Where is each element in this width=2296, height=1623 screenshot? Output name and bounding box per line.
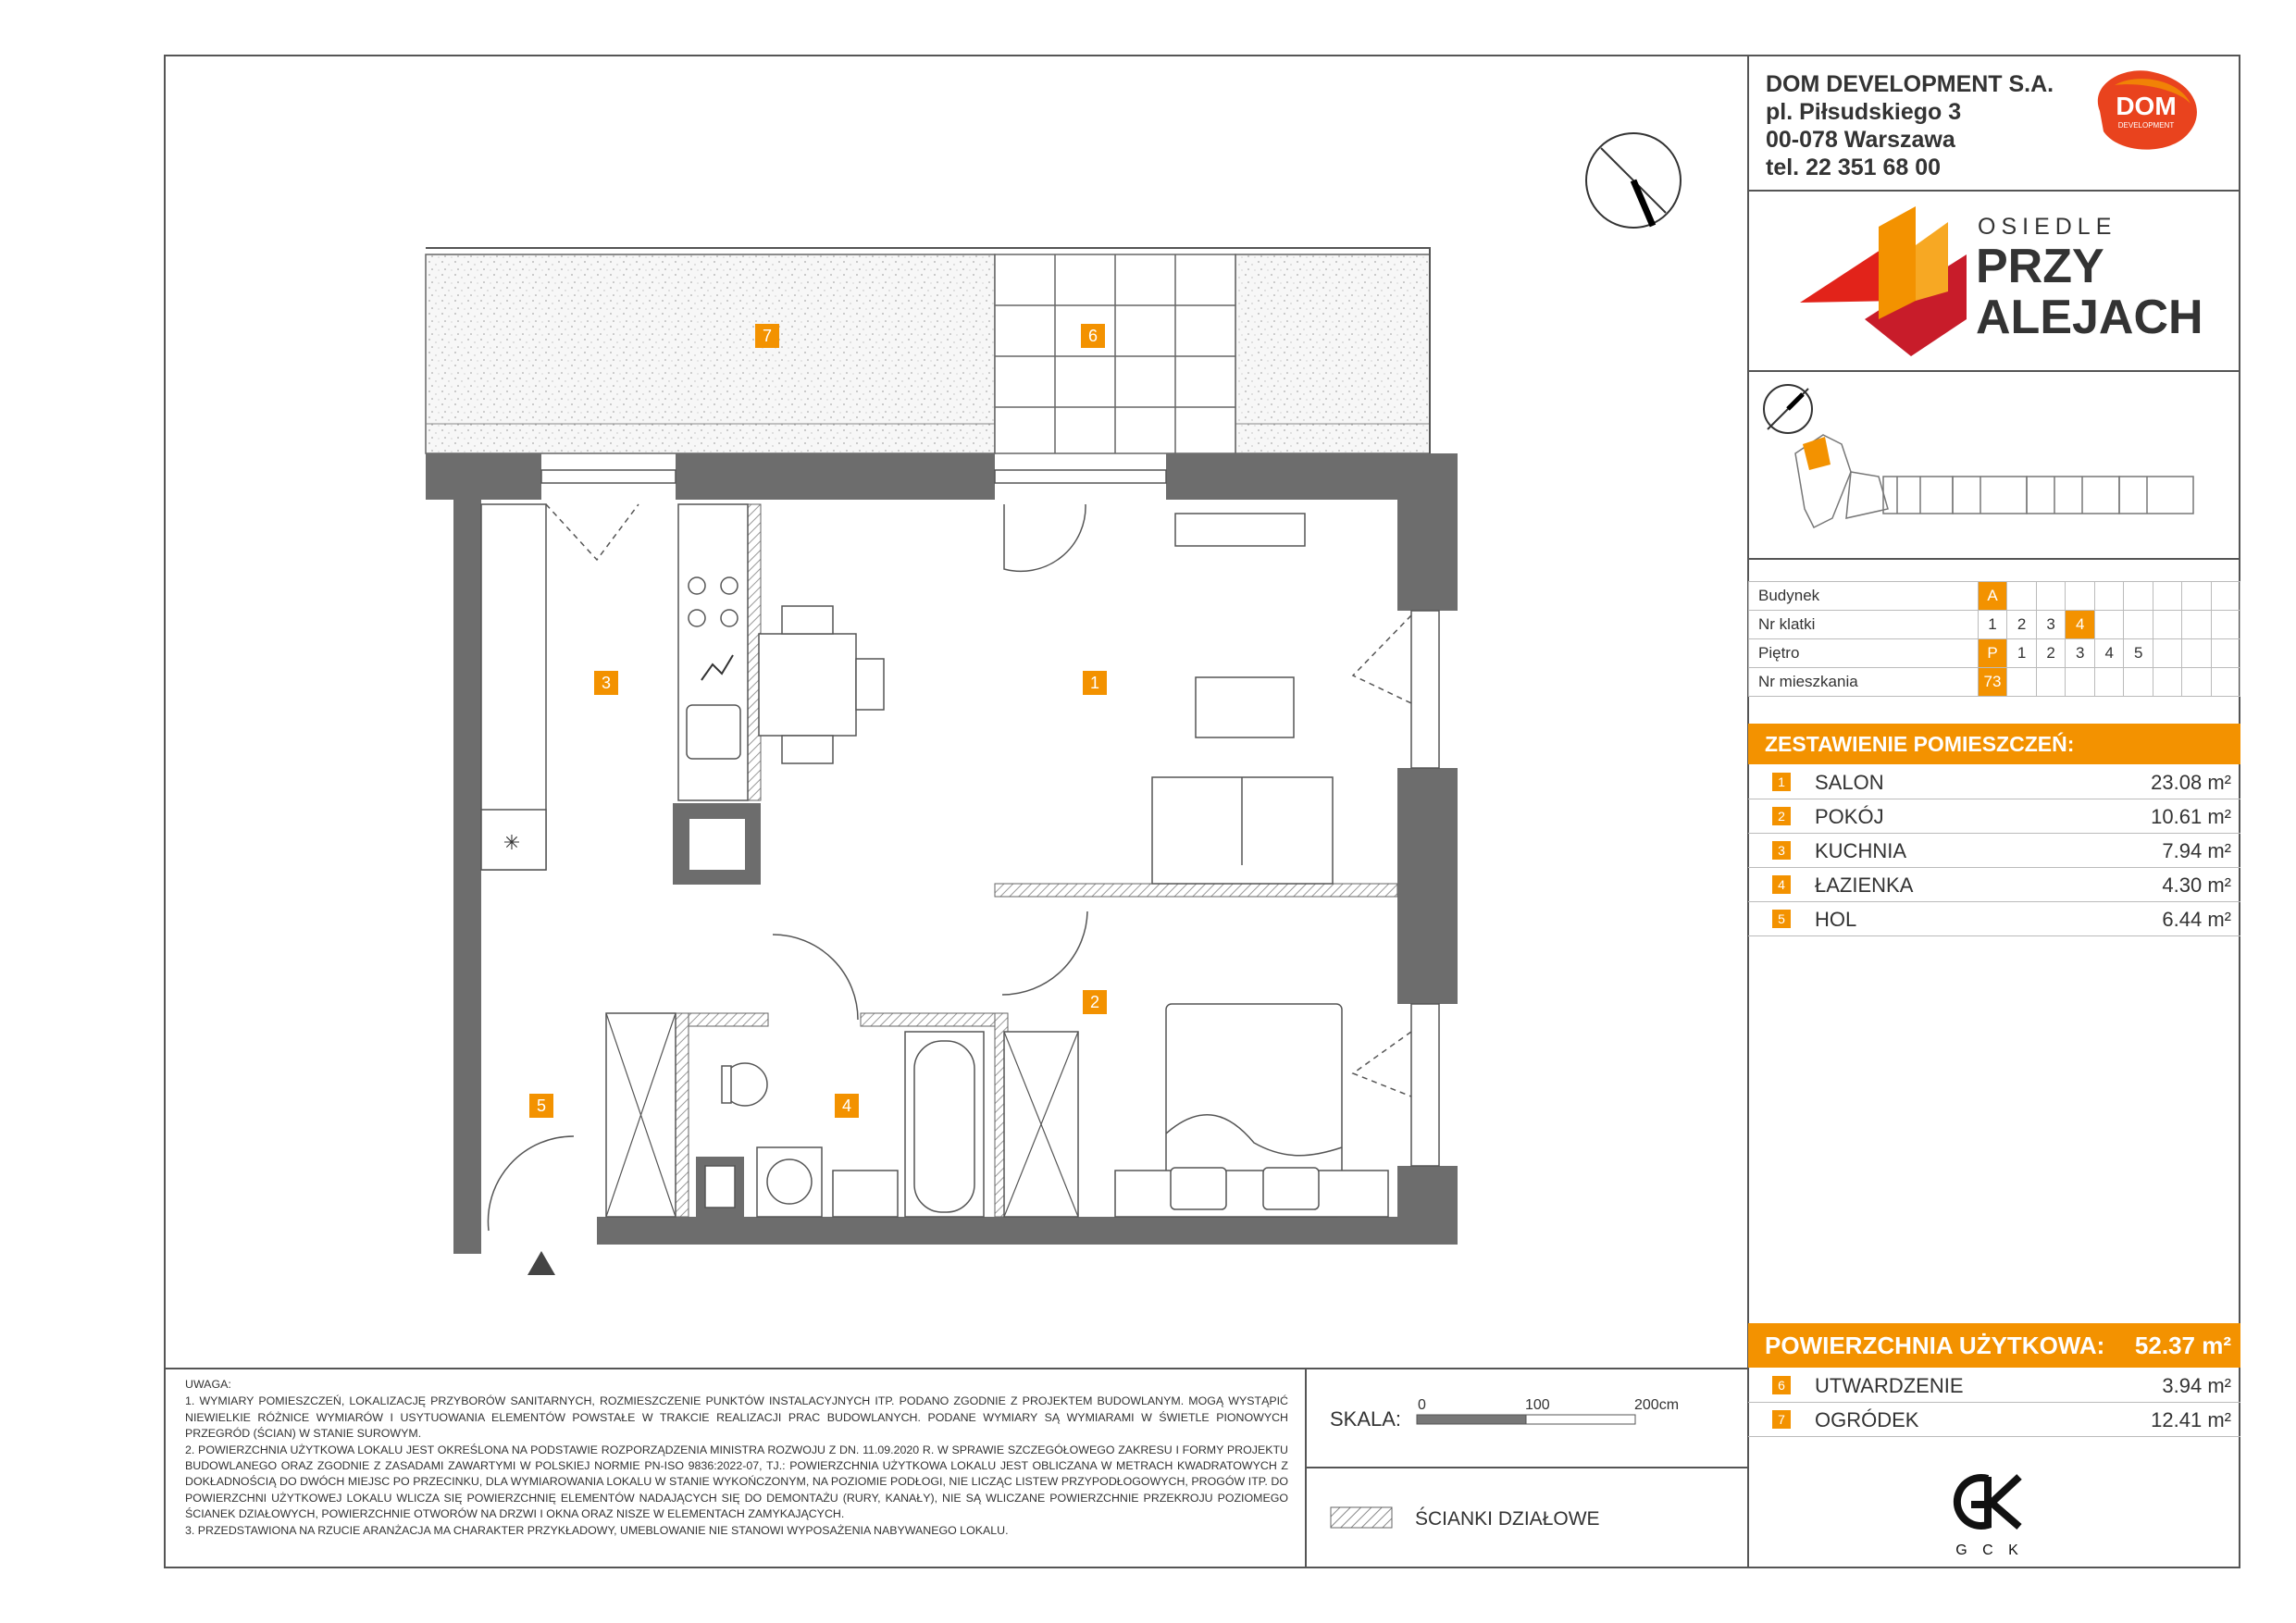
location-cell	[2182, 668, 2211, 697]
location-cell: 2	[2036, 639, 2066, 668]
plan-label-6: 6	[1081, 324, 1105, 348]
extra-row	[1748, 1403, 2240, 1437]
location-cell	[2211, 639, 2240, 668]
location-cell: 4	[2094, 639, 2124, 668]
location-cell	[2007, 668, 2037, 697]
scale-label: SKALA:	[1330, 1407, 1402, 1431]
room-area: 3.94 m²	[2162, 1374, 2231, 1397]
room-row	[1748, 799, 2240, 834]
location-cell	[2153, 639, 2182, 668]
location-cell	[2153, 582, 2182, 611]
location-cell	[2066, 668, 2095, 697]
room-area: 10.61 m²	[2151, 805, 2231, 828]
terrace-paving	[995, 254, 1235, 453]
location-row-label: Piętro	[1749, 639, 1979, 668]
scale-tick-200: 200cm	[1634, 1397, 1680, 1413]
location-cell	[2066, 582, 2095, 611]
location-cell: A	[1978, 582, 2007, 611]
room-row	[1748, 765, 2240, 799]
plan-label-2: 2	[1083, 990, 1107, 1014]
room-area: 23.08 m²	[2151, 771, 2231, 794]
logo-text-main: DOM	[2116, 92, 2177, 120]
rooms-summary-title: ZESTAWIENIE POMIESZCZEŃ:	[1748, 724, 2240, 764]
location-cell	[2211, 611, 2240, 639]
location-cell: 1	[1978, 611, 2007, 639]
location-cell: 2	[2007, 611, 2037, 639]
company-phone: tel. 22 351 68 00	[1766, 155, 1942, 180]
room-number-badge: 2	[1772, 807, 1791, 825]
location-row	[1749, 582, 2240, 611]
location-cell	[2036, 668, 2066, 697]
scale-tick-0: 0	[1418, 1397, 1426, 1413]
entrance-arrow-icon	[527, 1251, 555, 1275]
location-cell: 3	[2066, 639, 2095, 668]
room-row	[1748, 868, 2240, 902]
room-number-badge: 4	[1772, 875, 1791, 894]
location-row	[1749, 639, 2240, 668]
scale-bar	[1416, 1414, 1638, 1427]
brand-line3: ALEJACH	[1976, 291, 2203, 344]
plan-label-5: 5	[529, 1094, 553, 1118]
dom-development-logo	[2087, 67, 2207, 152]
location-cell: 3	[2036, 611, 2066, 639]
location-cell	[2211, 582, 2240, 611]
scale-tick-100: 100	[1525, 1397, 1550, 1413]
brand-divider	[1747, 370, 2240, 372]
brand-line1: OSIEDLE	[1978, 214, 2117, 240]
room-area: 7.94 m²	[2162, 839, 2231, 862]
room-name: OGRÓDEK	[1815, 1408, 1919, 1431]
location-row	[1749, 668, 2240, 697]
location-cell	[2036, 582, 2066, 611]
compass-icon	[1582, 130, 1684, 231]
location-cell: 1	[2007, 639, 2037, 668]
notes-divider	[164, 1368, 1748, 1369]
gck-logo	[1934, 1469, 2045, 1562]
room-number-badge: 3	[1772, 841, 1791, 860]
company-name: DOM DEVELOPMENT S.A.	[1766, 71, 2054, 97]
room-name: UTWARDZENIE	[1815, 1374, 1964, 1397]
company-info	[1766, 70, 2054, 181]
location-cell: 5	[2124, 639, 2153, 668]
notes-section	[185, 1377, 1288, 1539]
plan-label-1: 1	[1083, 671, 1107, 695]
room-row	[1748, 902, 2240, 936]
logo-text-sub: DEVELOPMENT	[2117, 121, 2175, 130]
hatch-legend-icon	[1330, 1506, 1395, 1530]
note-item-1: 1. WYMIARY POMIESZCZEŃ, LOKALIZACJĘ PRZYBORÓW SANITARNYCH, ROZMIESZCZENIE PUNKTÓW INSTALACYJNYCH ITP. PODANO ZGODNIE Z PROJEKTEM BUDOWLANYM. MOGĄ WYSTĄPIĆ NIEWIELKIE RÓŻNICE WYMIARÓW I USYTUOWANIA ELEMENTÓW POWSTAŁE W TRAKCIE REALIZACJI PRAC BUDOWLANYCH. PODANE WYMIARY SĄ WYMIARAMI W ŚWIETLE PIONOWYCH PRZEGRÓD (ŚCIAN) W STANIE SUROWYM.	[185, 1394, 1288, 1441]
location-cell	[2094, 668, 2124, 697]
room-name: HOL	[1815, 908, 1857, 931]
location-cell	[2094, 582, 2124, 611]
header-divider	[1747, 190, 2240, 192]
location-cell	[2124, 582, 2153, 611]
room-number-badge: 1	[1772, 773, 1791, 791]
room-row	[1748, 834, 2240, 868]
note-item-3: 3. PRZEDSTAWIONA NA RZUCIE ARANŻACJA MA CHARAKTER PRZYKŁADOWY, UMEBLOWANIE NIE STANOWI WYPOSAŻENIA NABYWANEGO LOKALU.	[185, 1523, 1009, 1537]
location-row-label: Nr klatki	[1749, 611, 1979, 639]
legend-label: ŚCIANKI DZIAŁOWE	[1415, 1508, 1600, 1530]
total-area-value: 52.37 m²	[2134, 1332, 2231, 1359]
room-number-badge: 7	[1772, 1410, 1791, 1429]
company-city: 00-078 Warszawa	[1766, 127, 1955, 153]
gck-letters: G C K	[1955, 1542, 2024, 1558]
location-row-label: Budynek	[1749, 582, 1979, 611]
location-table	[1748, 581, 2240, 697]
room-number-badge: 5	[1772, 910, 1791, 928]
location-cell	[2124, 611, 2153, 639]
room-name: POKÓJ	[1815, 805, 1884, 828]
total-area-label: POWIERZCHNIA UŻYTKOWA:	[1765, 1332, 2105, 1359]
fridge-icon: ✳	[503, 831, 521, 854]
room-area: 12.41 m²	[2151, 1408, 2231, 1431]
location-cell	[2182, 611, 2211, 639]
brand-line2: PRZY	[1976, 240, 2104, 293]
legend-divider	[1305, 1467, 1749, 1468]
note-item-2: 2. POWIERZCHNIA UŻYTKOWA LOKALU JEST OKREŚLONA NA PODSTAWIE ROZPORZĄDZENIA MINISTRA ROZWOJU Z DN. 11.09.2020 R. W SPRAWIE SZCZEGÓŁOWEGO ZAKRESU I FORMY PROJEKTU BUDOWLANEGO ORAZ ZGODNIE Z ZASADAMI ZAWARTYMI W POLSKIEJ NORMIE PN-ISO 9836:2022-07, TJ.: POWIERZCHNIA UŻYTKOWA LOKALU JEST OBLICZANA W METRACH KWADRATOWYCH Z DOKŁADNOŚCIĄ DO DWÓCH MIEJSC PO PRZECINKU, DLA WYMIAROWANIA LOKALU W STANIE WYKOŃCZONYM, NA POZIOMIE PODŁOGI, NIE LICZĄC LISTEW PRZYPODŁOGOWYCH, PROGÓW ITP. DO POWIERZCHNI UŻYTKOWEJ LOKALU WLICZA SIĘ POWIERZCHNIĘ ELEMENTÓW NADAJĄCYCH SIĘ DO DEMONTAŻU (RURY, KANAŁY), NIE SĄ WLICZANE POWIERZCHNIE PRZEKROJU POZIOMEGO ŚCIANEK DZIAŁOWYCH, POWIERZCHNIE OTWORÓW NA DRZWI I OKNA ORAZ NISZE W ELEMENTACH ZAMYKAJĄCYCH.	[185, 1443, 1288, 1521]
location-row	[1749, 611, 2240, 639]
plan-label-4: 4	[835, 1094, 859, 1118]
location-cell	[2153, 668, 2182, 697]
location-cell: 73	[1978, 668, 2007, 697]
location-cell: P	[1978, 639, 2007, 668]
room-name: ŁAZIENKA	[1815, 873, 1914, 897]
total-area-bar	[1748, 1323, 2240, 1368]
location-cell	[2153, 611, 2182, 639]
location-cell	[2124, 668, 2153, 697]
location-cell	[2094, 611, 2124, 639]
location-cell	[2182, 582, 2211, 611]
location-cell	[2007, 582, 2037, 611]
estate-brand-logo	[1800, 199, 2207, 356]
company-street: pl. Piłsudskiego 3	[1766, 99, 1962, 125]
plan-label-3: 3	[594, 671, 618, 695]
location-cell: 4	[2066, 611, 2095, 639]
room-area: 6.44 m²	[2162, 908, 2231, 931]
room-name: KUCHNIA	[1815, 839, 1907, 862]
notes-title: UWAGA:	[185, 1378, 231, 1391]
room-area: 4.30 m²	[2162, 873, 2231, 897]
location-cell	[2182, 639, 2211, 668]
location-cell	[2211, 668, 2240, 697]
minimap-apartment-marker	[1803, 437, 1831, 470]
room-name: SALON	[1815, 771, 1884, 794]
room-number-badge: 6	[1772, 1376, 1791, 1394]
minimap-divider	[1747, 558, 2240, 560]
plan-label-7: 7	[755, 324, 779, 348]
location-row-label: Nr mieszkania	[1749, 668, 1979, 697]
building-location-minimap	[1758, 379, 2203, 541]
extra-row	[1748, 1369, 2240, 1403]
